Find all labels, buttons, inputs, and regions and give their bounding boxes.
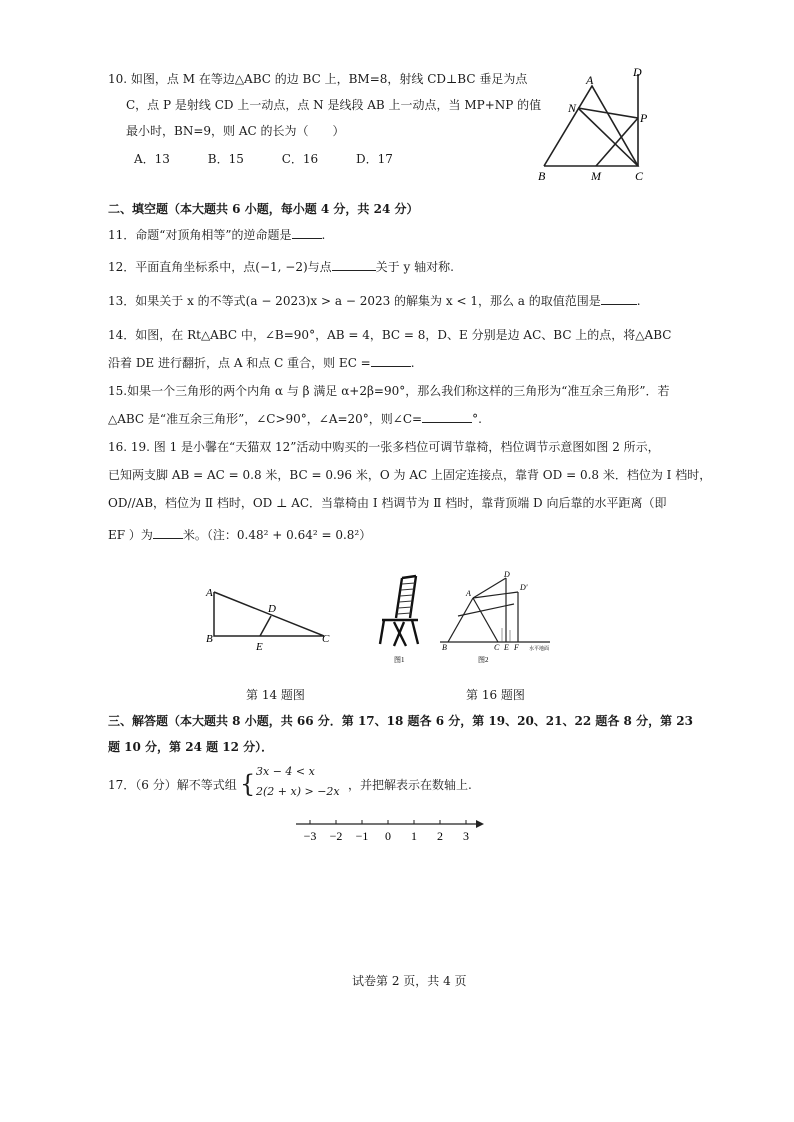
fig14-label-b: B [206,633,213,645]
q13-end: . [636,294,641,308]
q16-text-a: EF ）为 [108,528,153,542]
q14-line-2 [108,354,415,372]
number-line-tick-label: 1 [411,829,417,843]
fig16-label-f: F [514,643,519,652]
q14-end: . [410,356,415,370]
q10-line-2: C，点 P 是射线 CD 上一动点，点 N 是线段 AB 上一动点，当 MP+NP 的值 [126,98,542,112]
fig16-label-e: E [504,643,509,652]
q15-text: △ABC 是“准互余三角形”，∠C>90°，∠A=20°，则∠C= [108,412,423,426]
fig16-label-c: C [494,643,500,652]
q11-end: . [321,228,326,242]
q16-line-2: 已知两支脚 AB = AC = 0.8 米，BC = 0.96 米，O 为 AC 上固定连接点，靠背 OD = 0.8 米．档位为 Ⅰ 档时， [108,468,712,482]
q16-line-1: 16. 19. 图 1 是小馨在“天猫双 12”活动中购买的一张多档位可调节靠椅，档位调节示意图如图 2 所示， [108,440,660,454]
number-line-tick-label: 3 [463,829,469,843]
fig16-chair-photo [372,570,436,670]
q14-line-1: 14．如图，在 Rt△ABC 中，∠B=90°，AB = 4，BC = 8，D、E 分别是边 AC、BC 上的点，将△ABC [108,328,672,342]
q17-brace: { [240,770,256,798]
q17-prefix: 17．（6 分）解不等式组 [108,778,237,792]
number-line-tick-label: 0 [385,829,391,843]
section2-title: 二、填空题（本大题共 6 小题，每小题 4 分，共 24 分） [108,202,419,216]
q15-line-1: 15.如果一个三角形的两个内角 α 与 β 满足 α+2β=90°，那么我们称这样的三角形为“准互余三角形”．若 [108,384,670,398]
fig16-sub2-label: 图2 [478,656,489,664]
page-footer: 试卷第 2 页，共 4 页 [352,974,467,988]
q11-blank [292,227,322,239]
q10-figure [530,62,660,188]
q13 [108,292,641,310]
number-line [290,814,490,850]
q10-choice-a: A．13 [134,152,170,166]
fig16-ground-label: 水平地面 [529,647,550,652]
q10-label-d: D [633,65,642,79]
q10-label-m: M [591,169,601,183]
q10-label-b: B [538,169,546,183]
q17-ineq-1: 3x − 4 < x [256,765,315,778]
fig16-sub1-label: 图1 [394,656,405,664]
q12-end: 关于 y 轴对称. [375,260,454,274]
q10-label-a: A [586,73,594,87]
q12-text: 12．平面直角坐标系中，点(−1, −2)与点 [108,260,332,274]
fig16-caption: 第 16 题图 [466,688,525,702]
q16-blank [153,527,183,539]
fig16-diagram [438,570,578,670]
fig14-caption: 第 14 题图 [246,688,305,702]
q11 [108,226,325,244]
q15-blank [422,411,472,423]
fig14-label-e: E [256,641,263,653]
q12-blank [332,259,376,271]
fig14-diagram [198,584,348,656]
q10-choice-b: B．15 [207,152,244,166]
q10-label-c: C [635,169,644,183]
q15-end: °. [472,412,482,426]
q10-line-1: 10. 如图，点 M 在等边△ABC 的边 BC 上，BM=8，射线 CD⊥BC 垂足为点 [108,72,528,86]
q13-blank [601,293,637,305]
fig16-label-b: B [442,643,447,652]
q11-text: 11．命题“对顶角相等”的逆命题是 [108,228,292,242]
q10-label-n: N [568,101,577,115]
q10-label-p: P [640,111,648,125]
q17-suffix: ，并把解表示在数轴上. [348,778,472,792]
q10-choice-d: D．17 [355,152,393,166]
number-line-tick-label: −3 [303,829,317,843]
q14-text: 沿着 DE 进行翻折，点 A 和点 C 重合，则 EC = [108,356,371,370]
q17-ineq-2: 2(2 + x) > −2x [256,785,340,798]
q13-text: 13．如果关于 x 的不等式(a − 2023)x > a − 2023 的解集为 x < 1，那么 a 的取值范围是 [108,294,601,308]
q10-line-3: 最小时，BN=9，则 AC 的长为（ ） [126,124,345,138]
fig16-label-d: D [504,570,510,579]
section3-line-1: 三、解答题（本大题共 8 小题，共 66 分．第 17、18 题各 6 分，第 19、20、21、22 题各 8 分，第 23 [108,714,693,728]
q16-line-3: OD//AB，档位为 Ⅱ 档时，OD ⊥ AC．当靠椅由 Ⅰ 档调节为 Ⅱ 档时，靠背顶端 D 向后靠的水平距离（即 [108,496,667,510]
q15-line-2 [108,410,482,428]
fig14-label-d: D [268,603,276,615]
fig16-label-dprime: D' [520,583,528,592]
fig16-label-a: A [466,589,471,598]
section3-line-2: 题 10 分，第 24 题 12 分）． [108,740,274,754]
q10-choice-c: C．16 [281,152,319,166]
number-line-tick-label: 2 [437,829,443,843]
q14-blank [371,355,411,367]
q12 [108,258,454,276]
q10-choices [134,150,427,168]
fig14-label-a: A [206,587,213,599]
number-line-tick-label: −1 [355,829,369,843]
number-line-tick-label: −2 [329,829,343,843]
fig14-label-c: C [322,633,330,645]
q16-line-4 [108,526,371,544]
q16-text-b: 米。（注：0.48² + 0.64² = 0.8²） [182,528,372,542]
